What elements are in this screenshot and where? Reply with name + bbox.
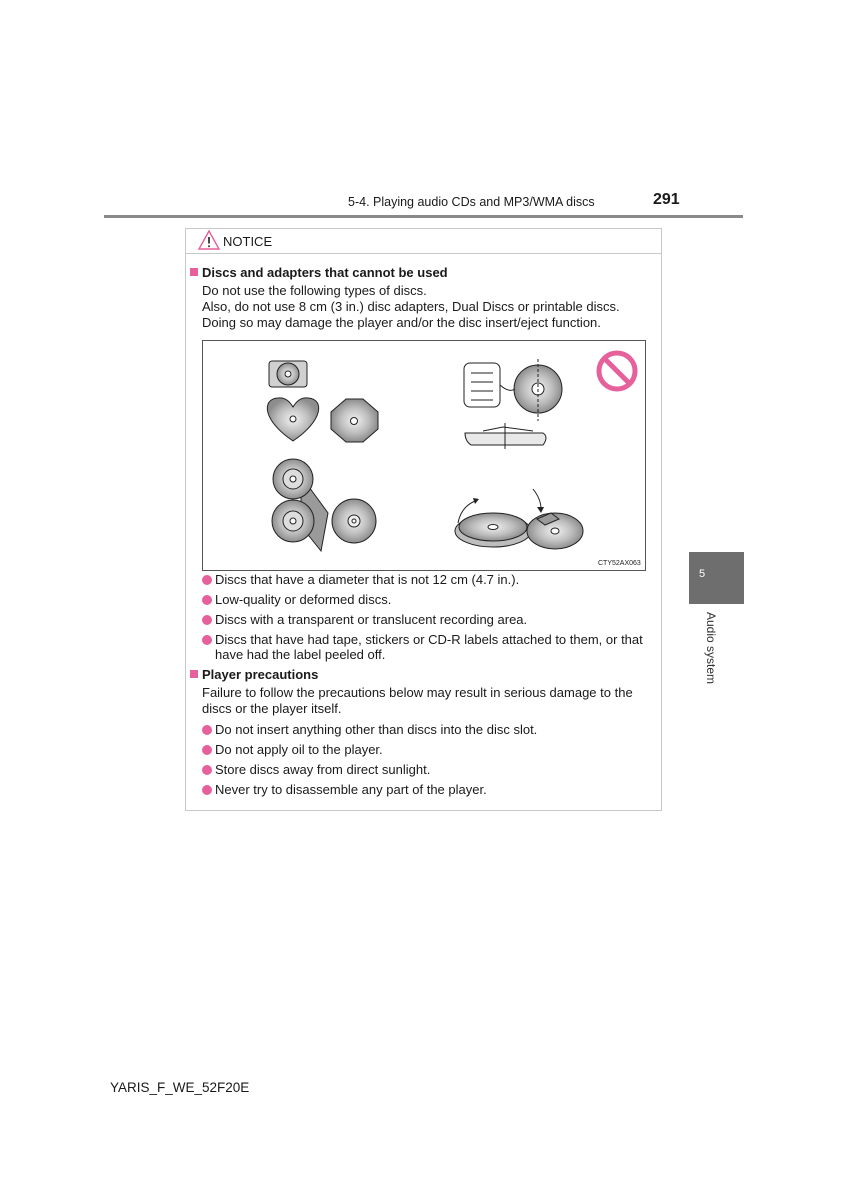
list-item-text: Discs that have had tape, stickers or CD-R labels attached to them, or that bbox=[215, 632, 643, 647]
body-line: discs or the player itself. bbox=[202, 701, 342, 716]
body-line: Doing so may damage the player and/or the disc insert/eject function. bbox=[202, 315, 601, 330]
bullet-icon bbox=[202, 615, 212, 625]
list-item bbox=[202, 742, 383, 757]
chapter-label: Audio system bbox=[704, 612, 718, 685]
document-code: YARIS_F_WE_52F20E bbox=[110, 1080, 250, 1095]
list-item-text: Never try to disassemble any part of the player. bbox=[215, 782, 487, 797]
bullet-icon bbox=[202, 765, 212, 775]
list-item-continuation: have had the label peeled off. bbox=[215, 647, 386, 662]
bullet-icon bbox=[202, 725, 212, 735]
bullet-icon bbox=[202, 595, 212, 605]
body-line: Do not use the following types of discs. bbox=[202, 283, 427, 298]
body-line: Failure to follow the precautions below may result in serious damage to the bbox=[202, 685, 633, 700]
square-bullet-icon bbox=[190, 670, 198, 678]
prohibited-icon bbox=[599, 353, 635, 389]
section-heading-text: Player precautions bbox=[202, 667, 319, 682]
section-heading-text: Discs and adapters that cannot be used bbox=[202, 265, 448, 280]
list-item bbox=[202, 572, 519, 587]
body-line: Also, do not use 8 cm (3 in.) disc adapters, Dual Discs or printable discs. bbox=[202, 299, 620, 314]
section-heading-discs bbox=[190, 265, 448, 280]
header-rule bbox=[104, 215, 743, 218]
notice-label: NOTICE bbox=[223, 234, 273, 249]
list-item-text: Low-quality or deformed discs. bbox=[215, 592, 392, 607]
bullet-icon bbox=[202, 575, 212, 585]
list-item-text: Discs with a transparent or translucent recording area. bbox=[215, 612, 528, 627]
chapter-number: 5 bbox=[699, 568, 706, 580]
chapter-tab bbox=[689, 552, 744, 604]
figure-code: CTY52AX063 bbox=[598, 560, 641, 567]
disc-illustration-drawing bbox=[203, 341, 645, 570]
list-item bbox=[202, 612, 527, 627]
list-item-text: Discs that have a diameter that is not 12 cm (4.7 in.). bbox=[215, 572, 520, 587]
list-item-text: Do not insert anything other than discs into the disc slot. bbox=[215, 722, 538, 737]
bullet-icon bbox=[202, 635, 212, 645]
bullet-icon bbox=[202, 785, 212, 795]
list-item bbox=[202, 762, 430, 777]
section-title: 5-4. Playing audio CDs and MP3/WMA discs bbox=[348, 195, 595, 209]
warning-icon bbox=[198, 230, 220, 250]
list-item bbox=[202, 722, 537, 737]
list-item bbox=[202, 632, 643, 647]
square-bullet-icon bbox=[190, 268, 198, 276]
list-item-text: Store discs away from direct sunlight. bbox=[215, 762, 431, 777]
section-heading-player bbox=[190, 667, 318, 682]
bullet-icon bbox=[202, 745, 212, 755]
list-item-text: Do not apply oil to the player. bbox=[215, 742, 383, 757]
disc-illustration bbox=[202, 340, 646, 571]
list-item bbox=[202, 592, 391, 607]
list-item bbox=[202, 782, 487, 797]
page-number: 291 bbox=[653, 191, 680, 208]
